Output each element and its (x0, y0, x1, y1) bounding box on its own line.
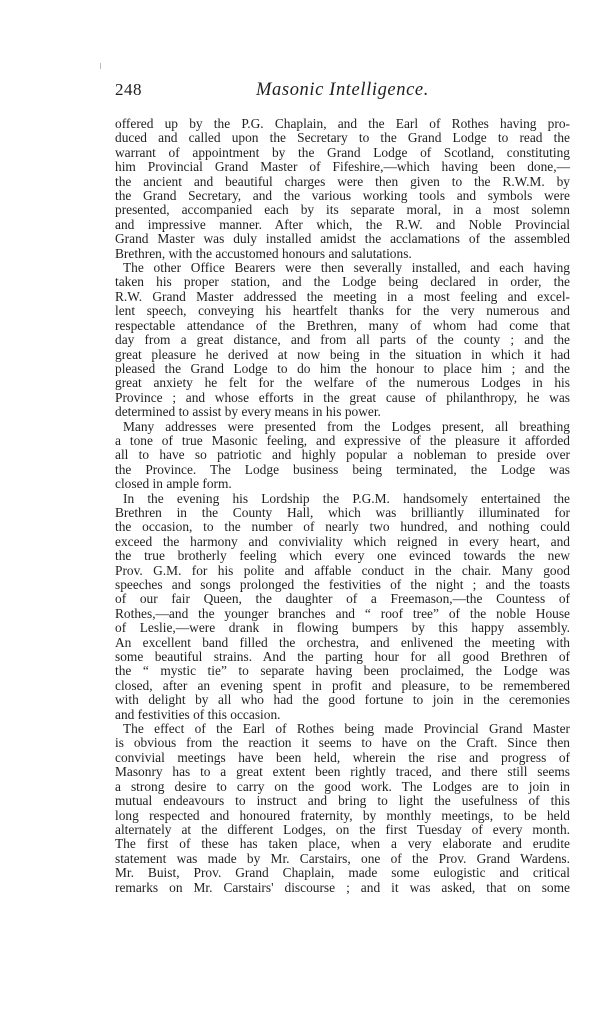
text-line: alternately at the different Lodges, on the first Tuesday of every month. (115, 821, 570, 837)
paragraph (115, 261, 570, 419)
page-header (115, 80, 570, 104)
text-line: Rothes,—and the younger branches and “ roof tree” of the noble House (115, 605, 570, 621)
text-line: Masonry has to a great extent been rightly traced, and there still seems (115, 764, 570, 780)
text-line: great anxiety he felt for the welfare of the numerous Lodges in his (115, 375, 570, 391)
text-line: closed in ample form. (115, 476, 232, 492)
text-line: closed, after an evening spent in profit and pleasure, to be remembered (115, 677, 570, 693)
text-line: the ancient and beautiful charges were then given to the R.W.M. by (115, 173, 570, 189)
text-line: Grand Master was duly installed amidst the acclamations of the assembled (115, 231, 570, 247)
text-line: warrant of appointment by the Grand Lodge of Scotland, constituting (115, 144, 570, 160)
text-line: convivial meetings have been held, wherein the rise and progress of (115, 749, 570, 765)
text-line: pleased the Grand Lodge to do him the honour to place him ; and the (115, 360, 570, 376)
paragraph (115, 117, 570, 261)
text-line: An excellent band filled the orchestra, and enlivened the meeting with (115, 634, 570, 650)
text-line: a tone of true Masonic feeling, and expressive of the pleasure it afforded (115, 432, 570, 448)
text-line: determined to assist by every means in his power. (115, 404, 381, 420)
text-line: duced and called upon the Secretary to the Grand Lodge to read the (115, 130, 570, 146)
text-line: some beautiful strains. And the parting hour for all good Brethren of (115, 649, 570, 665)
text-line: and impressive manner. After which, the R.W. and Noble Provincial (115, 216, 570, 232)
margin-mark (100, 63, 101, 69)
text-line: presented, accompanied each by its separate moral, in a most solemn (115, 202, 570, 218)
text-line: Brethren, with the accustomed honours and salutations. (115, 245, 412, 261)
text-line: long respected and honoured fraternity, by monthly meetings, to be held (115, 807, 570, 823)
text-line: respectable attendance of the Brethren, many of whom had come that (115, 317, 570, 333)
text-line: remarks on Mr. Carstairs' discourse ; and it was asked, that on some (115, 879, 570, 895)
text-line: all to have so patriotic and highly popular a nobleman to preside over (115, 447, 570, 463)
text-line: with delight by all who had the good fortune to join in the ceremonies (115, 692, 570, 708)
page-number: 248 (115, 80, 142, 99)
text-line: the true brotherly feeling which every one evinced towards the new (115, 548, 570, 564)
text-line: is obvious from the reaction it seems to have on the Craft. Since then (115, 735, 570, 751)
paragraph (115, 492, 570, 723)
text-line: lent speech, conveying his heartfelt thanks for the very numerous and (115, 303, 570, 319)
text-line: the Province. The Lodge business being terminated, the Lodge was (115, 461, 570, 477)
text-line: taken his proper station, and the Lodge being declared in order, the (115, 274, 570, 290)
text-line: mutual endeavours to instruct and bring to light the usefulness of this (115, 793, 570, 809)
text-line: The other Office Bearers were then severally installed, and each having (123, 260, 570, 276)
text-line: of Leslie,—were drank in flowing bumpers by this happy assembly. (115, 620, 570, 636)
text-line: offered up by the P.G. Chaplain, and the Earl of Rothes having pro- (115, 116, 570, 131)
text-line: In the evening his Lordship the P.G.M. handsomely entertained the (123, 490, 570, 506)
text-line: him Provincial Grand Master of Fifeshire,—which having been done,— (115, 159, 570, 175)
body-text (115, 117, 570, 895)
text-line: of our fair Queen, the daughter of a Freemason,—the Countess of (115, 591, 570, 607)
text-line: the “ mystic tie” to separate having been proclaimed, the Lodge was (115, 663, 570, 679)
paragraph (115, 722, 570, 895)
text-line: statement was made by Mr. Carstairs, one of the Prov. Grand Wardens. (115, 850, 570, 866)
running-title: Masonic Intelligence. (256, 80, 429, 100)
text-line: The effect of the Earl of Rothes being made Provincial Grand Master (123, 721, 570, 737)
text-line: R.W. Grand Master addressed the meeting in a most feeling and excel- (115, 288, 570, 304)
text-line: Brethren in the County Hall, which was brilliantly illuminated for (115, 504, 570, 520)
text-line: the Grand Secretary, and the various working tools and symbols were (115, 188, 570, 204)
text-line: Many addresses were presented from the Lodges present, all breathing (123, 418, 570, 434)
text-line: and festivities of this occasion. (115, 706, 281, 722)
text-line: The first of these has taken place, when a very elaborate and erudite (115, 836, 570, 852)
text-line: a strong desire to carry on the good work. The Lodges are to join in (115, 778, 570, 794)
text-line: Province ; and whose efforts in the great cause of philanthropy, he was (115, 389, 570, 405)
paragraph (115, 420, 570, 492)
text-line: Prov. G.M. for his polite and affable conduct in the chair. Many good (115, 562, 570, 578)
text-line: the occasion, to the number of nearly two hundred, and nothing could (115, 519, 570, 535)
text-line: speeches and songs prolonged the festivities of the night ; and the toasts (115, 577, 570, 592)
text-line: great pleasure he derived at now being in the situation in which it had (115, 346, 570, 362)
text-line: day from a great distance, and from all parts of the county ; and the (115, 332, 570, 348)
text-line: Mr. Buist, Prov. Grand Chaplain, made some eulogistic and critical (115, 865, 570, 881)
text-line: exceed the harmony and conviviality which reigned in every heart, and (115, 533, 570, 549)
